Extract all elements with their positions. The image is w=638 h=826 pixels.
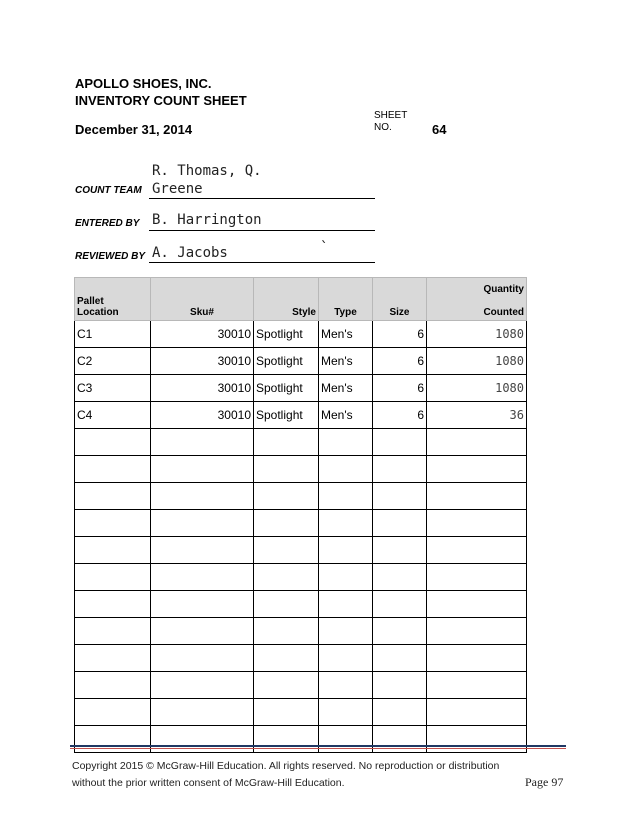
footer-rule-top (70, 745, 566, 747)
reviewed-by-underline (149, 262, 375, 263)
header-size: Size (373, 278, 427, 321)
header-sku: Sku# (151, 278, 254, 321)
inventory-table (74, 277, 527, 753)
empty-row (75, 510, 527, 537)
empty-row (75, 429, 527, 456)
table-row (75, 375, 527, 402)
sheet-title: INVENTORY COUNT SHEET (75, 93, 247, 108)
cell-location: C2 (75, 348, 151, 375)
cell-counted: 1080 (427, 375, 527, 402)
page-number: Page 97 (525, 775, 564, 789)
empty-row (75, 591, 527, 618)
header-quantity-counted (427, 278, 527, 321)
header-location: Location (77, 307, 119, 318)
cell-style: Spotlight (254, 348, 319, 375)
copyright-line2: without the prior written consent of McGraw-Hill Education. (72, 777, 345, 789)
cell-style: Spotlight (254, 402, 319, 429)
sheet-number: 64 (432, 122, 447, 137)
header-pallet-location (75, 278, 151, 321)
entered-by-underline (149, 230, 375, 231)
header-type: Type (319, 278, 373, 321)
empty-row (75, 699, 527, 726)
cell-sku: 30010 (151, 348, 254, 375)
cell-location: C1 (75, 321, 151, 348)
empty-row (75, 645, 527, 672)
cell-sku: 30010 (151, 402, 254, 429)
cell-location: C4 (75, 402, 151, 429)
company-name: APOLLO SHOES, INC. (75, 76, 212, 91)
entered-by-value: B. Harrington (152, 212, 262, 228)
cell-type: Men's (319, 402, 373, 429)
count-team-label: COUNT TEAM (75, 185, 142, 196)
cell-sku: 30010 (151, 375, 254, 402)
sheet-label-line2: NO. (374, 122, 392, 133)
copyright-line1: Copyright 2015 © McGraw-Hill Education. All rights reserved. No reproduction or distribution (72, 760, 500, 772)
sheet-number-label (374, 110, 407, 134)
header-pallet: Pallet (77, 296, 104, 307)
cell-size: 6 (373, 348, 427, 375)
cell-counted: 1080 (427, 321, 527, 348)
cell-type: Men's (319, 348, 373, 375)
header-quantity: Quantity (483, 284, 524, 295)
table-row (75, 321, 527, 348)
cell-style: Spotlight (254, 321, 319, 348)
cell-size: 6 (373, 375, 427, 402)
header-style: Style (254, 278, 319, 321)
cell-style: Spotlight (254, 375, 319, 402)
cell-type: Men's (319, 321, 373, 348)
stray-mark: ` (320, 240, 329, 256)
footer-rule-bottom (70, 748, 566, 749)
empty-row (75, 672, 527, 699)
entered-by-label: ENTERED BY (75, 218, 140, 229)
empty-row (75, 483, 527, 510)
cell-type: Men's (319, 375, 373, 402)
cell-counted: 36 (427, 402, 527, 429)
sheet-label-line1: SHEET (374, 110, 408, 121)
reviewed-by-label: REVIEWED BY (75, 251, 146, 262)
table-row (75, 402, 527, 429)
table-header-row (75, 278, 527, 321)
table-row (75, 348, 527, 375)
cell-sku: 30010 (151, 321, 254, 348)
empty-row (75, 618, 527, 645)
count-team-value-line2: Greene (152, 181, 203, 197)
cell-counted: 1080 (427, 348, 527, 375)
empty-row (75, 564, 527, 591)
cell-size: 6 (373, 402, 427, 429)
count-team-underline (149, 198, 375, 199)
cell-location: C3 (75, 375, 151, 402)
empty-row (75, 537, 527, 564)
empty-row (75, 456, 527, 483)
header-counted: Counted (483, 307, 524, 318)
reviewed-by-value: A. Jacobs (152, 245, 228, 261)
cell-size: 6 (373, 321, 427, 348)
count-date: December 31, 2014 (75, 122, 193, 137)
copyright-notice (72, 758, 542, 792)
count-team-value-line1: R. Thomas, Q. (152, 163, 262, 179)
